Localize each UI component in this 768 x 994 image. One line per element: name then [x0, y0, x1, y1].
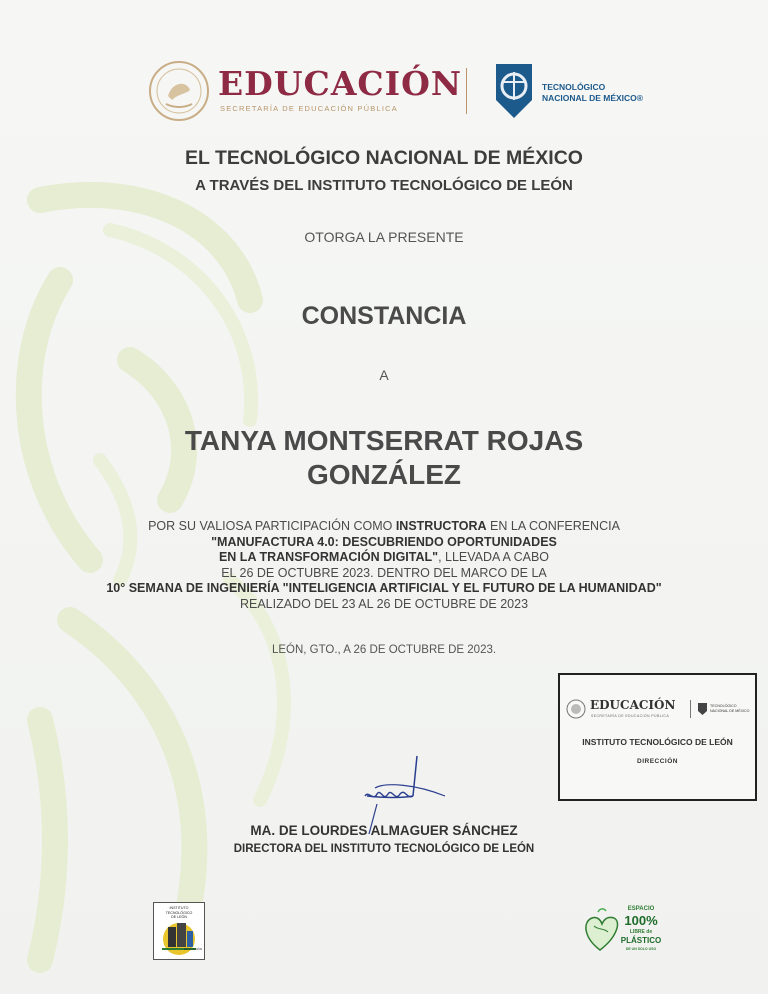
stamp-institute: INSTITUTO TECNOLÓGICO DE LEÓN [582, 737, 733, 747]
stamp-divider [690, 700, 691, 718]
national-seal-icon [148, 60, 210, 122]
stamp-edu-wordmark: EDUCACIÓN [590, 698, 676, 712]
edu-wordmark: EDUCACIÓN [218, 64, 463, 103]
document-type: CONSTANCIA [301, 302, 467, 330]
tecnm-name: TECNOLÓGICO NACIONAL DE MÉXICO® [542, 82, 644, 103]
edu-subtitle: SECRETARÍA DE EDUCACIÓN PÚBLICA [220, 104, 398, 113]
issuer-subtitle: A TRAVÉS DEL INSTITUTO TECNOLÓGICO DE LEÓN [195, 177, 573, 194]
place-date: LEÓN, GTO., A 26 DE OCTUBRE DE 2023. [271, 644, 497, 656]
stamp-tecnm-icon [697, 702, 708, 716]
stamp-tecnm-name: TECNOLÓGICO NACIONAL DE MÉXICO [710, 704, 750, 713]
stamp-department: DIRECCIÓN [637, 758, 678, 765]
official-stamp [558, 673, 757, 801]
issuer-title: EL TECNOLÓGICO NACIONAL DE MÉXICO [185, 147, 583, 169]
to-text: A [379, 367, 389, 383]
certificate-body: POR SU VALIOSA PARTICIPACIÓN COMO INSTRUCTORA EN LA CONFERENCIA "MANUFACTURA 4.0: DESCUBRIENDO OPORTUNIDADES EN LA TRANSFORMACIÓN DIGITAL", LLEVADA A CABO EL 26 DE OCTUBRE 2023. DENTRO DEL MARCO DE LA 10° SEMANA DE INGENIERÍA "INTELIGENCIA ARTIFICIAL Y EL FUTURO DE LA HUMANIDAD" REALIZADO DEL 23 AL 26 DE OCTUBRE DE 2023 [106, 519, 662, 611]
stamp-edu-subtitle: SECRETARÍA DE EDUCACIÓN PÚBLICA [591, 714, 670, 718]
stamp-seal-icon [566, 699, 586, 719]
header-divider [466, 68, 467, 114]
recipient-name: TANYA MONTSERRAT ROJAS GONZÁLEZ [184, 425, 584, 490]
plastic-free-logo: ESPACIO 100% LIBRE de PLÁSTICO DE UN SOLO USO [580, 906, 662, 956]
header-logos [148, 58, 648, 128]
grants-text: OTORGA LA PRESENTE [304, 229, 464, 245]
itl-logo: INSTITUTO TECNOLÓGICO DE LEÓN EDUCACIÓN [153, 902, 205, 960]
signer-role: DIRECTORA DEL INSTITUTO TECNOLÓGICO DE LEÓN [233, 843, 535, 855]
signer-name: MA. DE LOURDES ALMAGUER SÁNCHEZ [250, 823, 518, 838]
tecnm-logo-icon [490, 60, 538, 122]
